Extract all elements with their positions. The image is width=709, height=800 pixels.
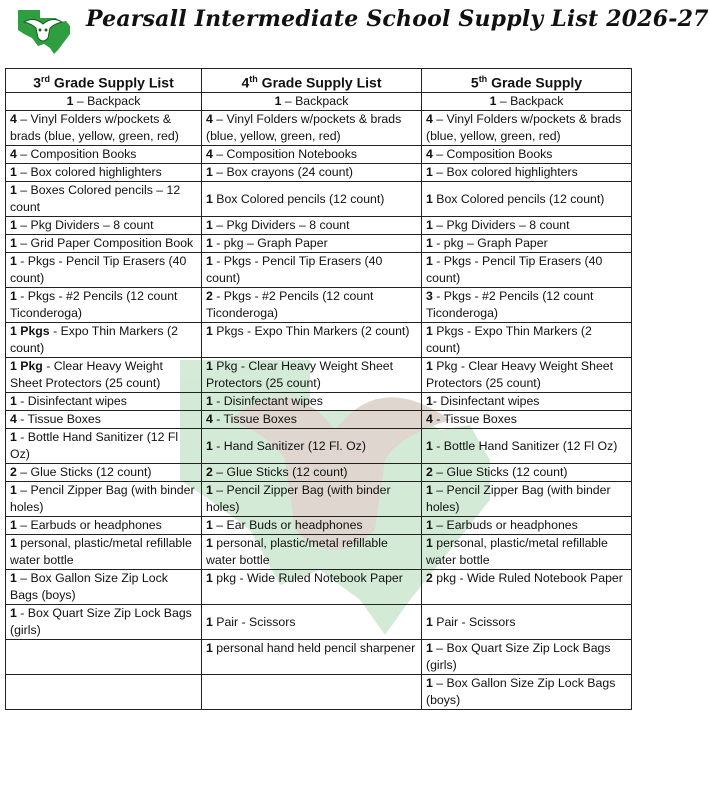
supply-table-body	[6, 93, 632, 710]
supply-cell	[422, 535, 632, 570]
item-quantity: 1	[10, 165, 17, 179]
item-quantity: 1	[206, 438, 213, 453]
item-description: - Tissue Boxes	[212, 412, 297, 426]
item-description: - Pkgs - #2 Pencils (12 count Ticonderoga)	[206, 289, 374, 320]
item-quantity: 1 Pkg	[10, 359, 43, 373]
item-quantity: 1	[426, 438, 433, 453]
supply-cell	[422, 675, 632, 710]
item-quantity: 1	[10, 571, 17, 585]
table-row	[6, 235, 632, 253]
item-description: - Tissue Boxes	[16, 412, 101, 426]
item-description: - Tissue Boxes	[432, 412, 517, 426]
supply-cell	[6, 675, 202, 710]
item-quantity: 1	[10, 236, 17, 250]
supply-cell	[6, 517, 202, 535]
item-quantity: 2	[426, 465, 433, 479]
table-row	[6, 93, 632, 111]
supply-cell	[6, 605, 202, 640]
table-row	[6, 288, 632, 323]
supply-cell	[202, 517, 422, 535]
item-quantity: 1	[426, 614, 433, 629]
item-description: - Disinfectant wipes	[432, 394, 540, 408]
item-description: – Box Quart Size Zip Lock Bags (girls)	[426, 641, 611, 672]
item-quantity: 1	[206, 614, 213, 629]
supply-cell	[6, 393, 202, 411]
item-quantity: 1	[10, 254, 17, 268]
item-quantity: 1	[206, 518, 213, 532]
item-quantity: 4	[206, 147, 213, 161]
supply-cell	[202, 675, 422, 710]
supply-cell	[6, 288, 202, 323]
item-description: pkg - Wide Ruled Notebook Paper	[432, 571, 623, 585]
item-description: personal, plastic/metal refillable water bottle	[10, 536, 192, 567]
item-description: Pkgs - Expo Thin Markers (2 count)	[212, 324, 410, 338]
column-header-4th-grade: 4th Grade Supply List	[202, 69, 422, 93]
supply-cell	[202, 111, 422, 146]
supply-cell	[202, 93, 422, 111]
item-description: - Disinfectant wipes	[212, 394, 323, 408]
supply-cell	[422, 164, 632, 182]
item-description: Pkg - Clear Heavy Weight Sheet Protectors (25 count)	[206, 359, 394, 390]
item-quantity: 1	[66, 94, 74, 108]
item-quantity: 1	[206, 359, 213, 373]
table-row	[6, 605, 632, 640]
table-row	[6, 535, 632, 570]
item-description: – Boxes Colored pencils – 12 count	[10, 183, 181, 214]
item-quantity: 1	[206, 324, 213, 338]
item-description: – Earbuds or headphones	[16, 518, 162, 532]
item-description: - Pkgs - #2 Pencils (12 count Ticonderoga)	[426, 289, 594, 320]
item-description: – Pencil Zipper Bag (with binder holes)	[206, 483, 391, 514]
item-quantity: 1	[206, 165, 213, 179]
item-description: personal, plastic/metal refillable water bottle	[426, 536, 608, 567]
item-quantity: 1	[426, 191, 433, 206]
item-quantity: 4	[206, 112, 213, 126]
item-description: - Hand Sanitizer (12 Fl. Oz)	[212, 438, 366, 453]
item-description: - Disinfectant wipes	[16, 394, 127, 408]
item-description: – Backpack	[281, 94, 349, 108]
item-quantity: 4	[426, 112, 433, 126]
item-quantity: 4	[426, 412, 433, 426]
item-quantity: 1	[206, 641, 213, 655]
item-quantity: 1	[274, 94, 282, 108]
supply-cell	[422, 93, 632, 111]
item-quantity: 1	[426, 676, 433, 690]
table-row	[6, 411, 632, 429]
item-quantity: 4	[206, 412, 213, 426]
item-quantity: 1	[426, 324, 433, 338]
item-description: – Pencil Zipper Bag (with binder holes)	[10, 483, 195, 514]
item-description: - Bottle Hand Sanitizer (12 Fl Oz)	[10, 430, 179, 461]
item-quantity: 4	[10, 112, 17, 126]
supply-cell	[422, 411, 632, 429]
supply-cell	[6, 323, 202, 358]
item-description: - Pkgs - Pencil Tip Erasers (40 count)	[426, 254, 603, 285]
table-row	[6, 429, 632, 464]
supply-cell	[202, 464, 422, 482]
item-quantity: 1	[206, 483, 213, 497]
item-description: Pkgs - Expo Thin Markers (2 count)	[426, 324, 592, 355]
supply-cell	[6, 93, 202, 111]
item-description: Pkg - Clear Heavy Weight Sheet Protectors (25 count)	[426, 359, 614, 390]
table-row	[6, 464, 632, 482]
item-description: personal, plastic/metal refillable water bottle	[206, 536, 388, 567]
supply-cell	[202, 605, 422, 640]
table-row	[6, 323, 632, 358]
table-row	[6, 358, 632, 393]
item-description: – Backpack	[73, 94, 141, 108]
table-row	[6, 640, 632, 675]
supply-cell	[202, 535, 422, 570]
supply-cell	[6, 429, 202, 464]
item-description: personal hand held pencil sharpener	[212, 641, 416, 655]
item-quantity: 1	[206, 218, 213, 232]
table-row	[6, 570, 632, 605]
item-quantity: 1	[426, 518, 433, 532]
item-description: – Box colored highlighters	[16, 165, 162, 179]
column-header-5th-grade: 5th Grade Supply	[422, 69, 632, 93]
item-quantity: 2	[10, 465, 17, 479]
supply-cell	[422, 464, 632, 482]
supply-cell	[202, 164, 422, 182]
supply-cell	[6, 482, 202, 517]
supply-cell	[422, 182, 632, 217]
supply-cell	[422, 323, 632, 358]
item-quantity: 1	[426, 236, 433, 250]
item-description: – Glue Sticks (12 count)	[16, 465, 152, 479]
supply-cell	[6, 111, 202, 146]
header	[0, 0, 709, 62]
item-description: - Box Quart Size Zip Lock Bags (girls)	[10, 606, 192, 637]
item-description: – Box Gallon Size Zip Lock Bags (boys)	[10, 571, 168, 602]
page-title: Pearsall Intermediate School Supply List 2026-27	[86, 6, 709, 32]
supply-cell	[422, 605, 632, 640]
item-description: – Box crayons (24 count)	[212, 165, 353, 179]
supply-cell	[6, 253, 202, 288]
item-quantity: 4	[426, 147, 433, 161]
table-row	[6, 182, 632, 217]
item-description: – Box colored highlighters	[432, 165, 578, 179]
supply-cell	[6, 217, 202, 235]
item-description: – Vinyl Folders w/pockets & brads (blue, yellow, green, red)	[426, 112, 622, 143]
supply-cell	[422, 235, 632, 253]
item-description: – Composition Books	[16, 147, 137, 161]
item-quantity: 1	[10, 536, 17, 550]
item-description: – Pkg Dividers – 8 count	[432, 218, 570, 232]
item-quantity: 1	[426, 165, 433, 179]
supply-cell	[6, 358, 202, 393]
item-quantity: 1	[206, 394, 213, 408]
item-quantity: 1	[10, 606, 17, 620]
supply-cell	[422, 429, 632, 464]
supply-cell	[202, 411, 422, 429]
supply-cell	[422, 393, 632, 411]
item-description: – Composition Notebooks	[212, 147, 358, 161]
table-row	[6, 482, 632, 517]
texas-longhorn-logo-icon	[10, 4, 76, 56]
item-quantity: 1	[426, 394, 433, 408]
item-quantity: 1	[206, 254, 213, 268]
item-quantity: 4	[10, 412, 17, 426]
column-header-3rd-grade: 3rd Grade Supply List	[6, 69, 202, 93]
supply-cell	[202, 358, 422, 393]
table-row	[6, 393, 632, 411]
supply-cell	[6, 535, 202, 570]
supply-cell	[6, 570, 202, 605]
table-header-row	[6, 69, 632, 93]
supply-cell	[6, 235, 202, 253]
supply-cell	[6, 411, 202, 429]
supply-cell	[202, 323, 422, 358]
item-quantity: 1	[10, 518, 17, 532]
supply-cell	[422, 217, 632, 235]
item-quantity: 1	[426, 483, 433, 497]
item-quantity: 4	[10, 147, 17, 161]
supply-cell	[6, 164, 202, 182]
supply-cell	[202, 217, 422, 235]
item-description: - Clear Heavy Weight Sheet Protectors (25 count)	[10, 359, 163, 390]
supply-cell	[202, 429, 422, 464]
item-quantity: 1	[206, 536, 213, 550]
item-description: – Vinyl Folders w/pockets & brads (blue, yellow, green, red)	[206, 112, 402, 143]
item-quantity: 1	[10, 394, 17, 408]
supply-cell	[422, 146, 632, 164]
item-description: Pair - Scissors	[432, 614, 516, 629]
item-description: - Pkgs - Pencil Tip Erasers (40 count)	[206, 254, 383, 285]
supply-table	[5, 68, 632, 710]
item-description: – Pencil Zipper Bag (with binder holes)	[426, 483, 611, 514]
item-description: pkg - Wide Ruled Notebook Paper	[212, 571, 403, 585]
item-quantity: 1	[10, 289, 17, 303]
supply-cell	[422, 288, 632, 323]
item-quantity: 1	[10, 218, 17, 232]
supply-cell	[202, 482, 422, 517]
supply-cell	[202, 570, 422, 605]
supply-cell	[422, 640, 632, 675]
supply-cell	[202, 640, 422, 675]
item-quantity: 1	[206, 191, 213, 206]
supply-cell	[422, 517, 632, 535]
table-row	[6, 111, 632, 146]
item-quantity: 1	[426, 641, 433, 655]
item-description: Pair - Scissors	[212, 614, 296, 629]
item-description: – Vinyl Folders w/pockets & brads (blue, yellow, green, red)	[10, 112, 179, 143]
table-row	[6, 253, 632, 288]
item-quantity: 1	[426, 359, 433, 373]
item-description: - pkg – Graph Paper	[432, 236, 548, 250]
item-quantity: 2	[206, 465, 213, 479]
item-quantity: 1	[426, 536, 433, 550]
item-description: - pkg – Graph Paper	[212, 236, 328, 250]
item-description: - Expo Thin Markers (2 count)	[10, 324, 178, 355]
supply-cell	[6, 146, 202, 164]
supply-cell	[422, 482, 632, 517]
table-row	[6, 217, 632, 235]
table-row	[6, 164, 632, 182]
item-description: Box Colored pencils (12 count)	[432, 191, 605, 206]
item-description: – Composition Books	[432, 147, 553, 161]
item-quantity: 1	[10, 430, 17, 444]
supply-cell	[422, 111, 632, 146]
item-description: – Pkg Dividers – 8 count	[16, 218, 154, 232]
item-quantity: 1	[489, 94, 497, 108]
item-description: – Glue Sticks (12 count)	[212, 465, 348, 479]
item-description: – Earbuds or headphones	[432, 518, 578, 532]
supply-cell	[202, 146, 422, 164]
item-quantity: 1	[426, 218, 433, 232]
item-description: – Grid Paper Composition Book	[16, 236, 194, 250]
item-quantity: 3	[426, 289, 433, 303]
supply-cell	[422, 253, 632, 288]
supply-cell	[202, 393, 422, 411]
item-quantity: 1	[206, 571, 213, 585]
table-row	[6, 675, 632, 710]
table-row	[6, 146, 632, 164]
item-description: – Ear Buds or headphones	[212, 518, 363, 532]
item-quantity: 1	[10, 483, 17, 497]
supply-cell	[6, 182, 202, 217]
supply-cell	[6, 464, 202, 482]
item-quantity: 1 Pkgs	[10, 324, 50, 338]
item-description: - Pkgs - Pencil Tip Erasers (40 count)	[10, 254, 187, 285]
item-description: Box Colored pencils (12 count)	[212, 191, 385, 206]
item-quantity: 2	[426, 571, 433, 585]
supply-cell	[202, 182, 422, 217]
item-description: - Bottle Hand Sanitizer (12 Fl Oz)	[432, 438, 618, 453]
item-description: - Pkgs - #2 Pencils (12 count Ticonderoga)	[10, 289, 178, 320]
supply-cell	[6, 640, 202, 675]
item-quantity: 1	[206, 236, 213, 250]
item-description: – Box Gallon Size Zip Lock Bags (boys)	[426, 676, 616, 707]
table-row	[6, 517, 632, 535]
item-quantity: 1	[10, 183, 17, 197]
supply-cell	[202, 288, 422, 323]
item-description: – Pkg Dividers – 8 count	[212, 218, 350, 232]
supply-cell	[202, 253, 422, 288]
supply-cell	[422, 570, 632, 605]
item-quantity: 2	[206, 289, 213, 303]
supply-cell	[202, 235, 422, 253]
supply-cell	[422, 358, 632, 393]
item-quantity: 1	[426, 254, 433, 268]
item-description: – Glue Sticks (12 count)	[432, 465, 568, 479]
item-description: – Backpack	[496, 94, 564, 108]
